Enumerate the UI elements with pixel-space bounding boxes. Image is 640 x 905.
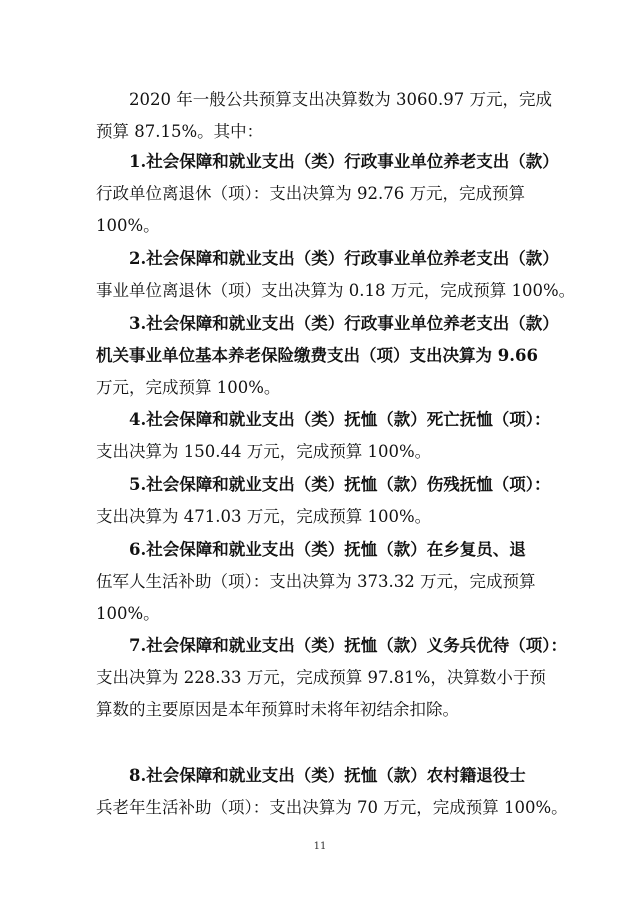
text-line: 预算 87.15%。其中： <box>96 122 264 141</box>
text-line: 7.社会保障和就业支出（类）抚恤（款）义务兵优待（项）： <box>129 636 567 655</box>
text-line: 5.社会保障和就业支出（类）抚恤（款）伤残抚恤（项）： <box>129 475 551 494</box>
text-line: 100%。 <box>96 604 160 623</box>
text-line: 万元，完成预算 100%。 <box>96 378 281 397</box>
text-line: 兵老年生活补助（项）：支出决算为 70 万元，完成预算 100%。 <box>96 798 568 817</box>
text-line: 支出决算为 150.44 万元，完成预算 100%。 <box>96 442 432 461</box>
paragraph-item-2 <box>96 243 576 307</box>
text-line: 事业单位离退休（项）支出决算为 0.18 万元，完成预算 100%。 <box>96 281 576 300</box>
page-number: 11 <box>313 841 327 852</box>
paragraph-summary <box>96 84 552 148</box>
paragraph-item-7 <box>96 630 567 726</box>
paragraph-item-6 <box>96 534 548 630</box>
text-line: 算数的主要原因是本年预算时未将年初结余扣除。 <box>96 700 459 719</box>
text-line: 8.社会保障和就业支出（类）抚恤（款）农村籍退役士 <box>129 766 526 785</box>
text-line: 4.社会保障和就业支出（类）抚恤（款）死亡抚恤（项）： <box>129 410 551 429</box>
text-line: 3.社会保障和就业支出（类）行政事业单位养老支出（款） <box>129 314 559 333</box>
text-line: 支出决算为 471.03 万元，完成预算 100%。 <box>96 507 432 526</box>
text-line: 1.社会保障和就业支出（类）行政事业单位养老支出（款） <box>129 152 559 171</box>
paragraph-item-3 <box>96 308 559 404</box>
paragraph-item-4 <box>96 404 551 468</box>
text-line: 行政单位离退休（项）：支出决算为 92.76 万元，完成预算 <box>96 184 525 203</box>
paragraph-item-1 <box>96 146 559 242</box>
text-line: 支出决算为 228.33 万元，完成预算 97.81%，决算数小于预 <box>96 668 546 687</box>
text-line: 2020 年一般公共预算支出决算数为 3060.97 万元，完成 <box>129 90 552 109</box>
text-line: 100%。 <box>96 216 160 235</box>
paragraph-item-5 <box>96 469 551 533</box>
text-line: 机关事业单位基本养老保险缴费支出（项）支出决算为 9.66 <box>96 346 538 365</box>
text-line: 6.社会保障和就业支出（类）抚恤（款）在乡复员、退 <box>129 540 526 559</box>
text-line: 伍军人生活补助（项）：支出决算为 373.32 万元，完成预算 <box>96 572 536 591</box>
text-line: 2.社会保障和就业支出（类）行政事业单位养老支出（款） <box>129 249 559 268</box>
paragraph-item-8 <box>96 760 568 824</box>
